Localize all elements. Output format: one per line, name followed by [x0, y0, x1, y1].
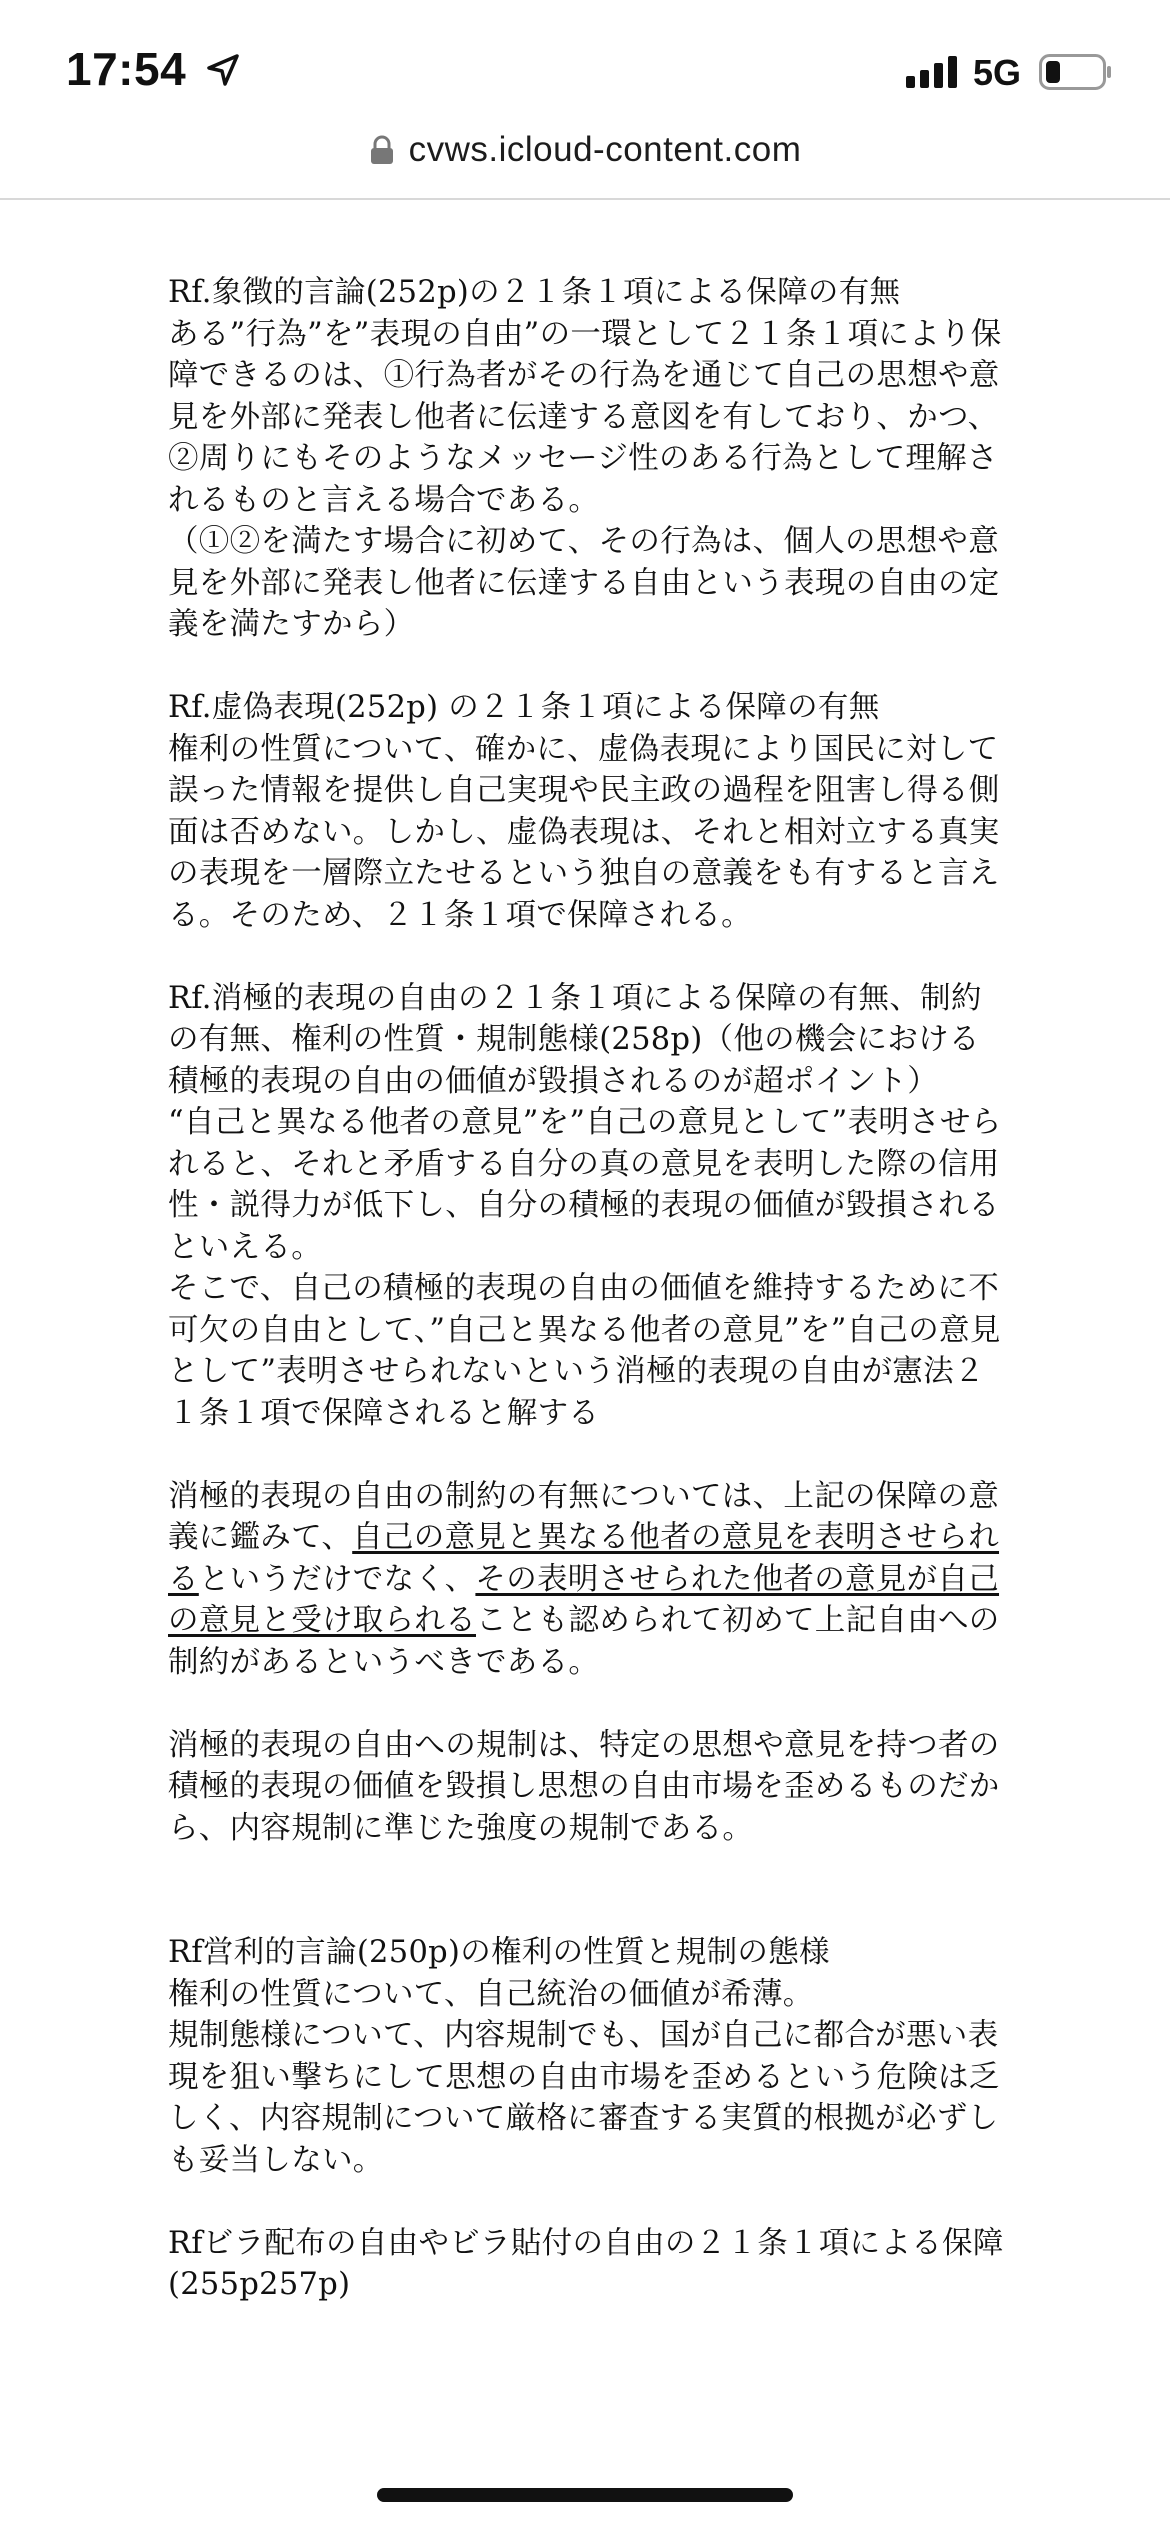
section-heading: Rf.虚偽表現(252p) の２１条１項による保障の有無 [168, 690, 880, 725]
section-paragraph: “自己と異なる他者の意見”を”自己の意見として”表明させられると、それと矛盾する自分の真の意見を表明した際の信用性・説得力が低下し、自分の積極的表現の価値が毀損されるといえる。 [168, 1105, 1002, 1265]
section-paragraph: そこで、自己の積極的表現の自由の価値を維持するために不可欠の自由として、”自己と異なる他者の意見”を”自己の意見として”表明させられないという消極的表現の自由が憲法２１条１項で保障されると解する [168, 1271, 1001, 1431]
url-text[interactable]: cvws.icloud-content.com [408, 130, 802, 169]
section-negative-expression [168, 978, 1010, 1435]
signal-bars-icon [906, 56, 960, 88]
text-run: というだけでなく、 [198, 1561, 476, 1597]
section-paragraph: ある”行為”を”表現の自由”の一環として２１条１項により保障できるのは、①行為者がその行為を通じて自己の思想や意見を外部に発表し他者に伝達する意図を有しており、かつ、②周りにもそのようなメッセージ性のある行為として理解されるものと言える場合である。 [168, 316, 1002, 518]
section-paragraph: 消極的表現の自由への規制は、特定の思想や意見を持つ者の積極的表現の価値を毀損し思想の自由市場を歪めるものだから、内容規制に準じた強度の規制である。 [168, 1727, 1000, 1846]
section-symbolic-speech [168, 272, 1010, 646]
text-run: ことも認められて初めて上記自由への制約があるというべきである。 [168, 1603, 1000, 1680]
status-bar [0, 0, 1170, 130]
section-false-expression [168, 687, 1010, 936]
section-commercial-speech [168, 1932, 1010, 2181]
section-regulation [168, 1725, 1010, 1850]
underlined-text: その表明させられた他者の意見が自己の意見と受け取られる [168, 1561, 1000, 1638]
text-run: 消極的表現の自由の制約の有無については、上記の保障の意義に鑑みて、 [168, 1478, 999, 1555]
location-arrow-icon [205, 52, 241, 88]
section-paragraph [168, 1476, 1010, 1684]
section-heading: Rf.消極的表現の自由の２１条１項による保障の有無、制約の有無、権利の性質・規制態様(258p)（他の機会における積極的表現の自由の価値が毀損されるのが超ポイント） [168, 980, 982, 1099]
underlined-text: 自己の意見と異なる他者の意見を表明させられる [168, 1520, 1000, 1597]
lock-icon [369, 135, 395, 165]
section-paragraph: 権利の性質について、確かに、虚偽表現により国民に対して誤った情報を提供し自己実現や民主政の過程を阻害し得る側面は否めない。しかし、虚偽表現は、それと相対立する真実の表現を一層際立たせるという独自の意義をも有すると言える。そのため、２１条１項で保障される。 [168, 731, 1000, 933]
home-indicator[interactable] [377, 2488, 793, 2502]
document-body [168, 272, 1010, 2306]
section-heading: Rf営利的言論(250p)の権利の性質と規制の態様 [168, 1935, 830, 1970]
browser-url-bar[interactable] [0, 120, 1170, 200]
section-paragraph: 規制態様について、内容規制でも、国が自己に都合が悪い表現を狙い撃ちにして思想の自由市場を歪めるという危険は乏しく、内容規制について厳格に審査する実質的根拠が必ずしも妥当しない。 [168, 2018, 1000, 2178]
network-type: 5G [973, 52, 1022, 93]
battery-low-icon [1039, 54, 1113, 90]
section-heading: Rfビラ配布の自由やビラ貼付の自由の２１条１項による保障(255p257p) [168, 2225, 1004, 2302]
section-paragraph: 権利の性質について、自己統治の価値が希薄。 [168, 1976, 814, 2012]
status-time: 17:54 [66, 43, 187, 95]
section-leaflet [168, 2223, 1010, 2306]
section-paragraph: （①②を満たす場合に初めて、その行為は、個人の思想や意見を外部に発表し他者に伝達する自由という表現の自由の定義を満たすから） [168, 524, 1000, 642]
section-heading: Rf.象徴的言論(252p)の２１条１項による保障の有無 [168, 275, 901, 310]
section-restriction [168, 1476, 1010, 1684]
